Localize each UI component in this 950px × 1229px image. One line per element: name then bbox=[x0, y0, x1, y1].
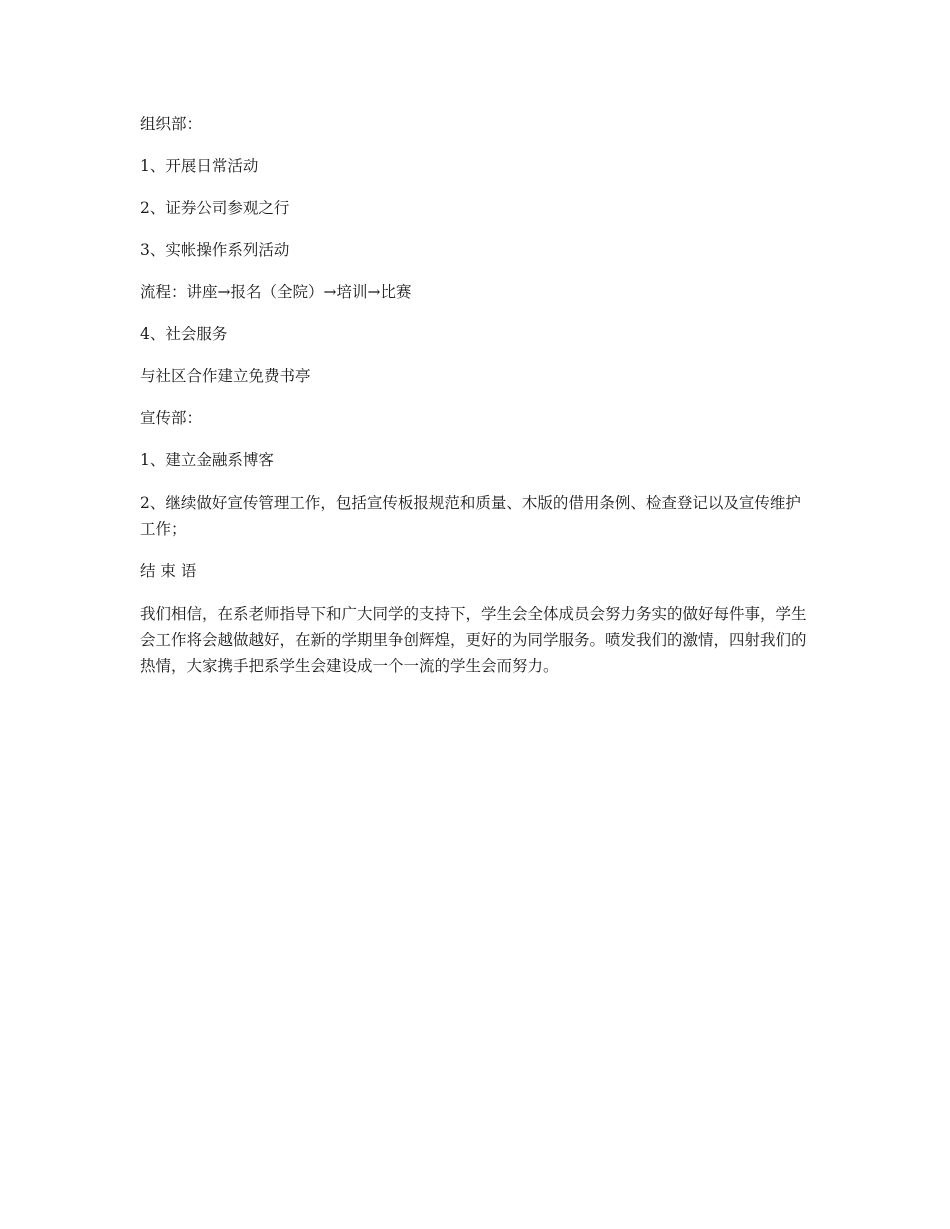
section-heading-organization: 组织部： bbox=[140, 115, 203, 133]
process-flow-text: 流程：讲座→报名（全院）→培训→比赛 bbox=[140, 283, 412, 301]
conclusion-paragraph: 我们相信，在系老师指导下和广大同学的支持下，学生会全体成员会努力务实的做好每件事，学生会工作将会越做越好，在新的学期里争创辉煌，更好的为同学服务。喷发我们的激情，四射我们的热情，大家携手把系学生会建设成一个一流的学生会而努力。 bbox=[140, 605, 807, 675]
list-item: 3、实帐操作系列活动 bbox=[140, 241, 290, 259]
document-page bbox=[140, 112, 810, 696]
list-item: 4、社会服务 bbox=[140, 325, 228, 343]
section-heading-publicity: 宣传部： bbox=[140, 409, 203, 427]
list-item: 1、开展日常活动 bbox=[140, 157, 259, 175]
section-heading-conclusion: 结 束 语 bbox=[140, 562, 197, 580]
list-item: 1、建立金融系博客 bbox=[140, 451, 274, 469]
body-text: 与社区合作建立免费书亭 bbox=[140, 367, 311, 385]
list-item: 2、继续做好宣传管理工作，包括宣传板报规范和质量、木版的借用条例、检查登记以及宣传维护工作； bbox=[140, 494, 801, 538]
list-item: 2、证券公司参观之行 bbox=[140, 199, 290, 217]
